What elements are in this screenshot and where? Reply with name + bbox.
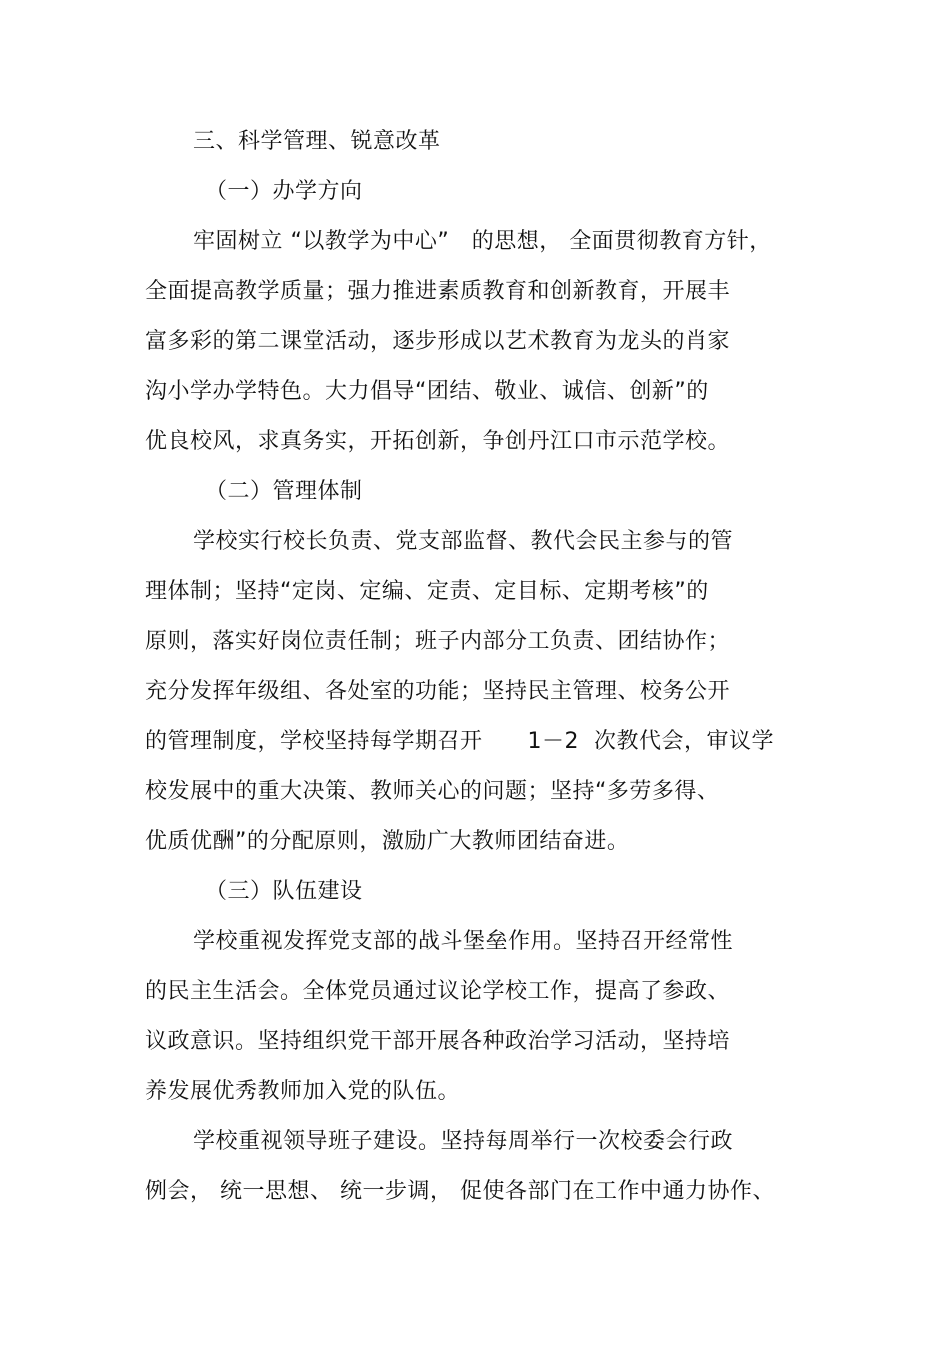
paragraph-line: 学校实行校长负责、党支部监督、教代会民主参与的管 bbox=[193, 529, 734, 554]
section-heading: 三、科学管理、锐意改革 bbox=[193, 129, 441, 154]
paragraph-line: 议政意识。坚持组织党干部开展各种政治学习活动，坚持培 bbox=[145, 1029, 731, 1054]
paragraph-line: 牢固树立 “以教学为中心” 的思想， 全面贯彻教育方针， bbox=[193, 229, 772, 254]
paragraph-line: 养发展优秀教师加入党的队伍。 bbox=[145, 1079, 461, 1104]
paragraph-line: 充分发挥年级组、各处室的功能；坚持民主管理、校务公开 bbox=[145, 679, 731, 704]
paragraph-line: 优良校风，求真务实，开拓创新，争创丹江口市示范学校。 bbox=[145, 429, 731, 454]
paragraph-line: 的民主生活会。全体党员通过议论学校工作，提高了参政、 bbox=[145, 979, 731, 1004]
paragraph-line: 校发展中的重大决策、教师关心的问题；坚持“多劳多得、 bbox=[145, 779, 720, 804]
paragraph-line: 学校重视发挥党支部的战斗堡垒作用。坚持召开经常性 bbox=[193, 929, 734, 954]
paragraph-line: 原则，落实好岗位责任制；班子内部分工负责、团结协作； bbox=[145, 629, 731, 654]
subsection-heading-management: （二）管理体制 bbox=[205, 479, 363, 504]
subsection-heading-team: （三）队伍建设 bbox=[205, 879, 363, 904]
paragraph-line: 优质优酬”的分配原则，激励广大教师团结奋进。 bbox=[145, 829, 630, 854]
paragraph-line: 富多彩的第二课堂活动，逐步形成以艺术教育为龙头的肖家 bbox=[145, 329, 731, 354]
paragraph-line: 理体制；坚持“定岗、定编、定责、定目标、定期考核”的 bbox=[145, 579, 709, 604]
paragraph-line: 沟小学办学特色。大力倡导“团结、敬业、诚信、创新”的 bbox=[145, 379, 709, 404]
subsection-heading-direction: （一）办学方向 bbox=[205, 179, 363, 204]
paragraph-line: 学校重视领导班子建设。坚持每周举行一次校委会行政 bbox=[193, 1129, 734, 1154]
paragraph-line: 全面提高教学质量；强力推进素质教育和创新教育，开展丰 bbox=[145, 279, 731, 304]
paragraph-line: 例会， 统一思想、 统一步调， 促使各部门在工作中通力协作、 bbox=[145, 1179, 775, 1204]
paragraph-line: 的管理制度，学校坚持每学期召开 1－2 次教代会，审议学 bbox=[145, 729, 774, 754]
